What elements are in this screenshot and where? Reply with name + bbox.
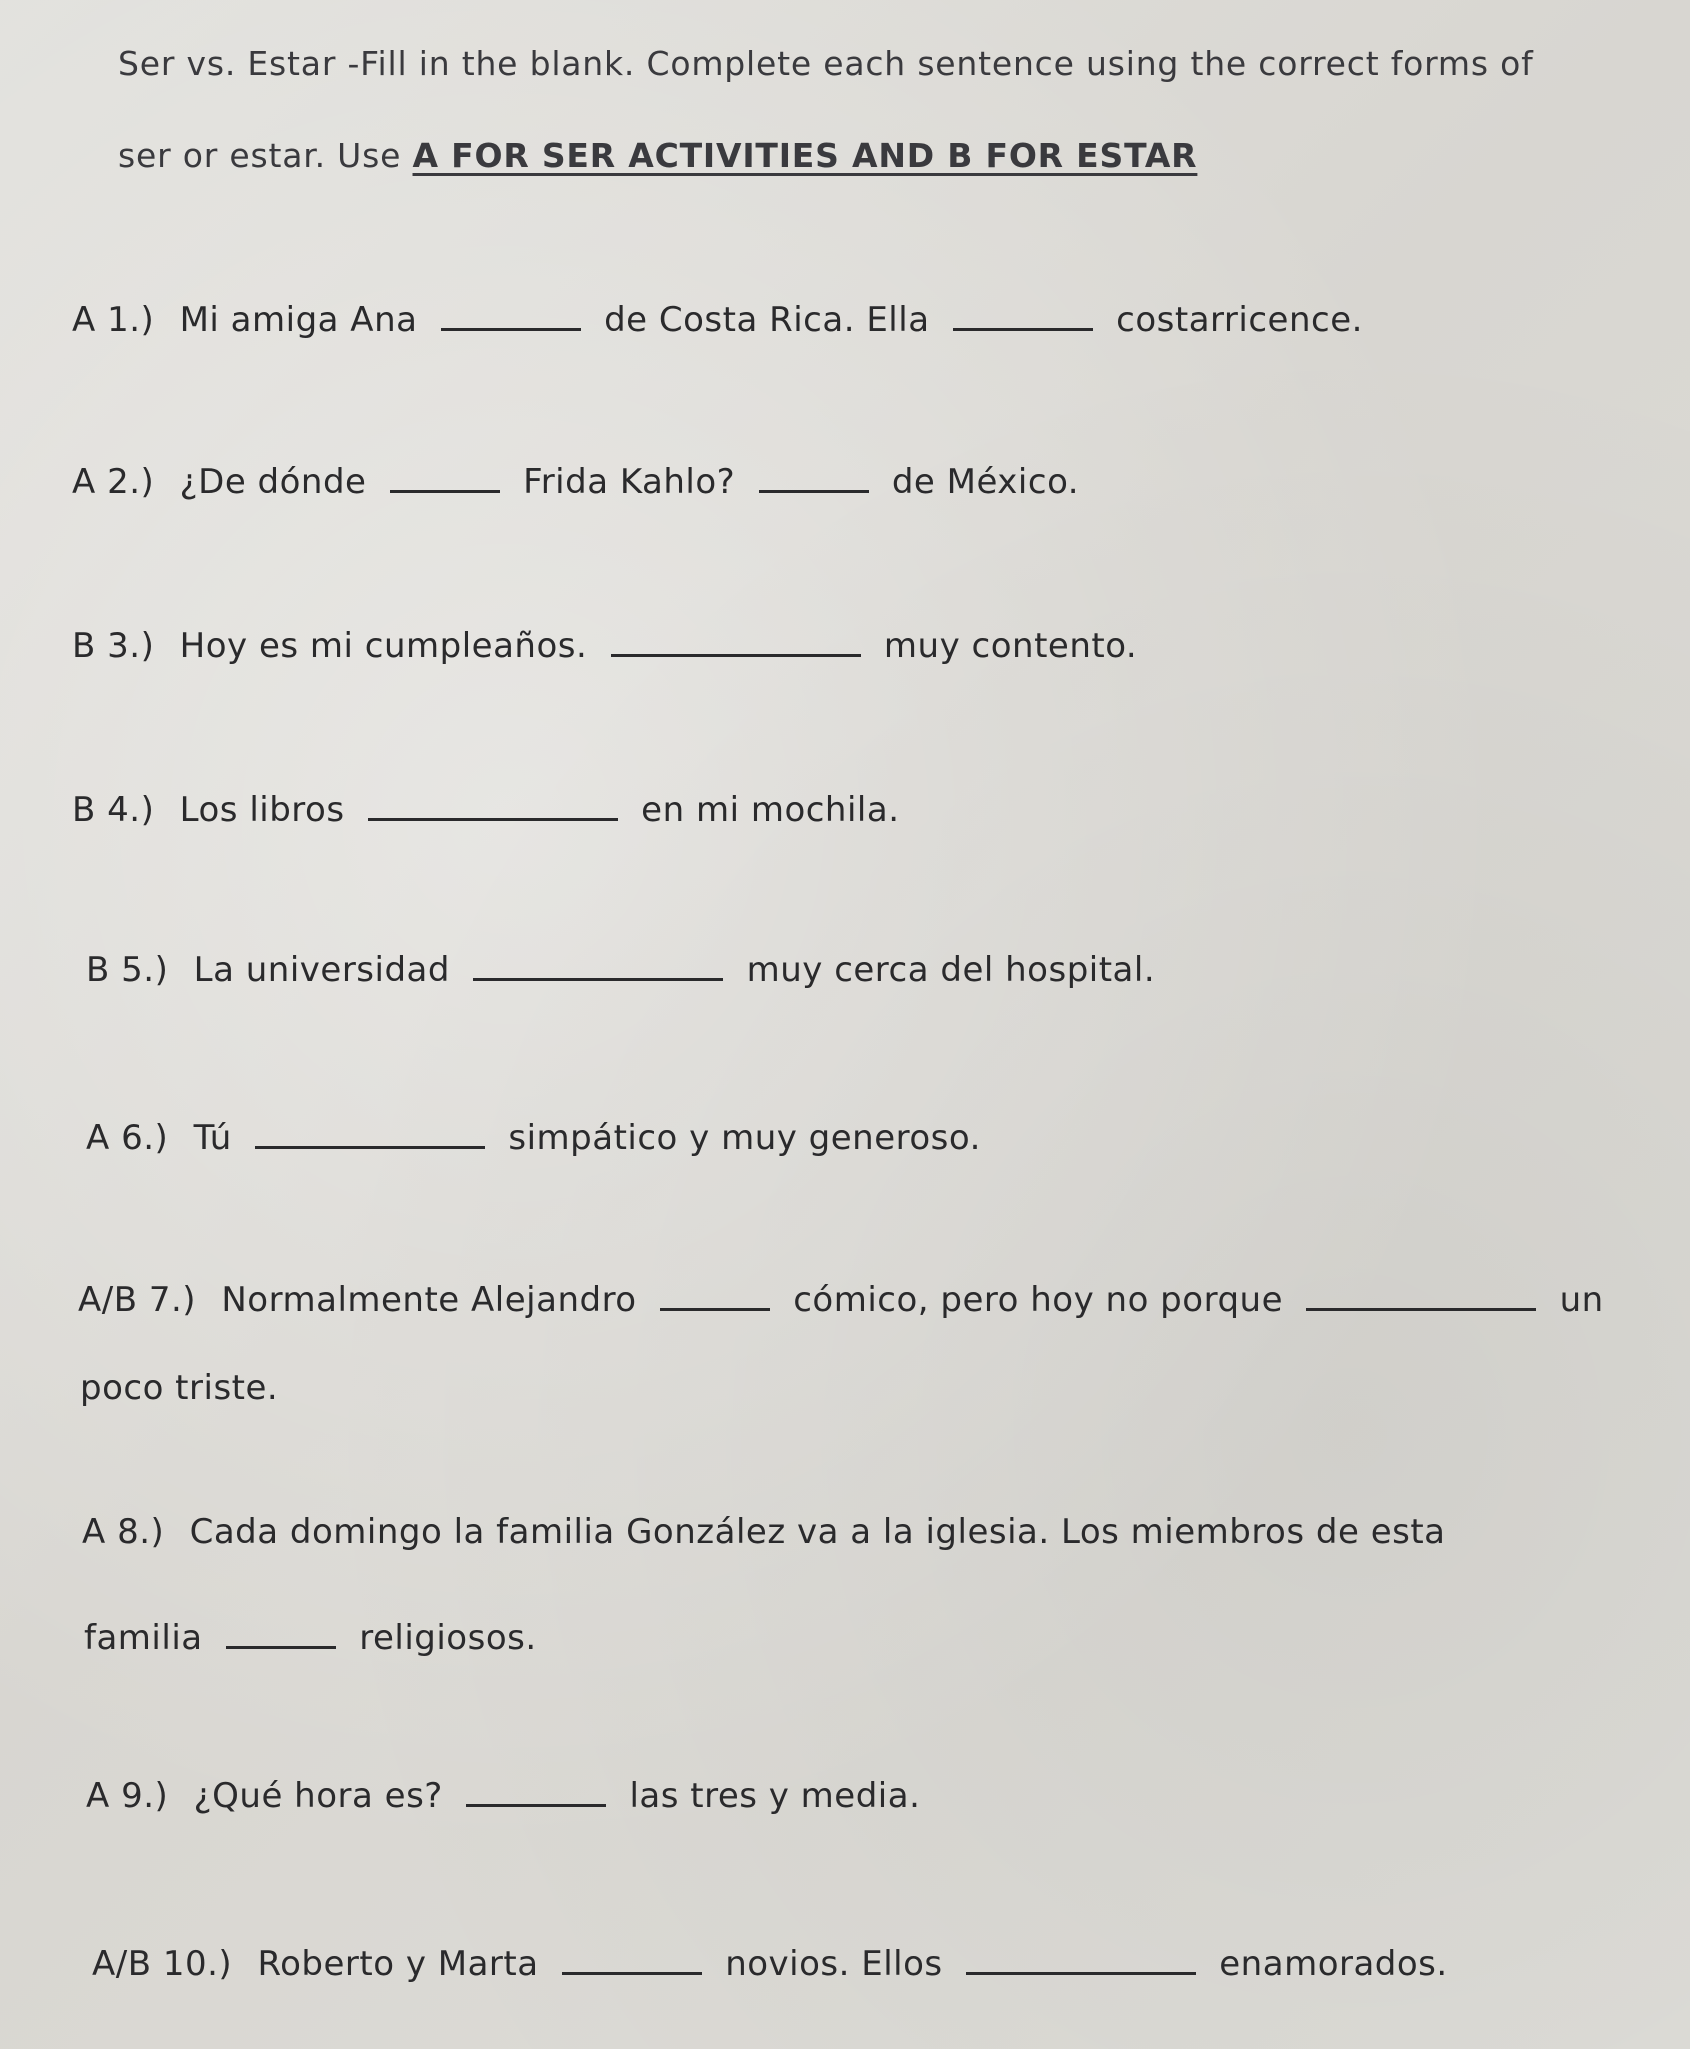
- question-1: [72, 300, 1363, 340]
- question-text: novios. Ellos: [725, 1944, 943, 1984]
- question-4: [72, 790, 900, 830]
- question-text: de México.: [891, 462, 1080, 502]
- question-text: ¿Qué hora es?: [193, 1776, 443, 1816]
- question-7-continued: [80, 1368, 278, 1408]
- question-tag: A/B 7.): [78, 1280, 197, 1320]
- question-text: Tú: [193, 1118, 232, 1158]
- question-6: [86, 1118, 981, 1158]
- question-9: [86, 1776, 920, 1816]
- question-tag: A/B 10.): [92, 1944, 233, 1984]
- question-5: [86, 950, 1155, 990]
- question-tag: A 1.): [72, 300, 155, 340]
- question-tag: B 5.): [86, 950, 169, 990]
- question-tag: A 2.): [72, 462, 155, 502]
- question-text: religiosos.: [359, 1618, 537, 1658]
- question-text: Cada domingo la familia González va a la iglesia. Los miembros de esta: [189, 1512, 1446, 1552]
- question-text: en mi mochila.: [641, 790, 900, 830]
- question-text: enamorados.: [1219, 1944, 1448, 1984]
- question-10: [92, 1944, 1448, 1984]
- answer-blank[interactable]: [473, 954, 723, 981]
- question-text: muy cerca del hospital.: [746, 950, 1156, 990]
- question-tag: B 4.): [72, 790, 155, 830]
- question-text: las tres y media.: [629, 1776, 921, 1816]
- answer-blank[interactable]: [255, 1122, 485, 1149]
- answer-blank[interactable]: [390, 466, 500, 493]
- question-text: cómico, pero hoy no porque: [793, 1280, 1283, 1320]
- question-text: poco triste.: [80, 1368, 279, 1408]
- question-text: costarricence.: [1116, 300, 1363, 340]
- question-text: Roberto y Marta: [257, 1944, 539, 1984]
- answer-blank[interactable]: [953, 304, 1093, 331]
- question-text: ¿De dónde: [179, 462, 367, 502]
- question-text: Hoy es mi cumpleaños.: [179, 626, 588, 666]
- question-text: Normalmente Alejandro: [221, 1280, 637, 1320]
- answer-blank[interactable]: [660, 1284, 770, 1311]
- question-text: La universidad: [193, 950, 450, 990]
- instructions-text-2: ser or estar. Use: [118, 136, 413, 175]
- instructions-text-1: Ser vs. Estar -Fill in the blank. Complete each sentence using the correct forms of: [118, 44, 1534, 83]
- question-text: simpático y muy generoso.: [508, 1118, 981, 1158]
- question-tag: A 8.): [82, 1512, 165, 1552]
- answer-blank[interactable]: [226, 1622, 336, 1649]
- question-text: Mi amiga Ana: [179, 300, 418, 340]
- question-tag: A 9.): [86, 1776, 169, 1816]
- question-text: un: [1559, 1280, 1604, 1320]
- answer-blank[interactable]: [466, 1780, 606, 1807]
- answer-blank[interactable]: [562, 1948, 702, 1975]
- question-text: familia: [84, 1618, 203, 1658]
- question-tag: A 6.): [86, 1118, 169, 1158]
- question-text: muy contento.: [883, 626, 1138, 666]
- question-3: [72, 626, 1137, 666]
- question-text: Frida Kahlo?: [523, 462, 736, 502]
- instructions-line-1: [118, 44, 1534, 83]
- question-8-continued: [84, 1618, 537, 1658]
- answer-blank[interactable]: [368, 794, 618, 821]
- question-text: de Costa Rica. Ella: [604, 300, 930, 340]
- answer-blank[interactable]: [1306, 1284, 1536, 1311]
- question-2: [72, 462, 1079, 502]
- question-8: [82, 1512, 1446, 1552]
- answer-blank[interactable]: [966, 1948, 1196, 1975]
- answer-blank[interactable]: [611, 630, 861, 657]
- question-text: Los libros: [179, 790, 345, 830]
- instructions-line-2: [118, 136, 1197, 175]
- question-7: [78, 1280, 1604, 1320]
- answer-blank[interactable]: [441, 304, 581, 331]
- answer-blank[interactable]: [759, 466, 869, 493]
- instructions-emphasis: A FOR SER ACTIVITIES AND B FOR ESTAR: [412, 136, 1198, 175]
- question-tag: B 3.): [72, 626, 155, 666]
